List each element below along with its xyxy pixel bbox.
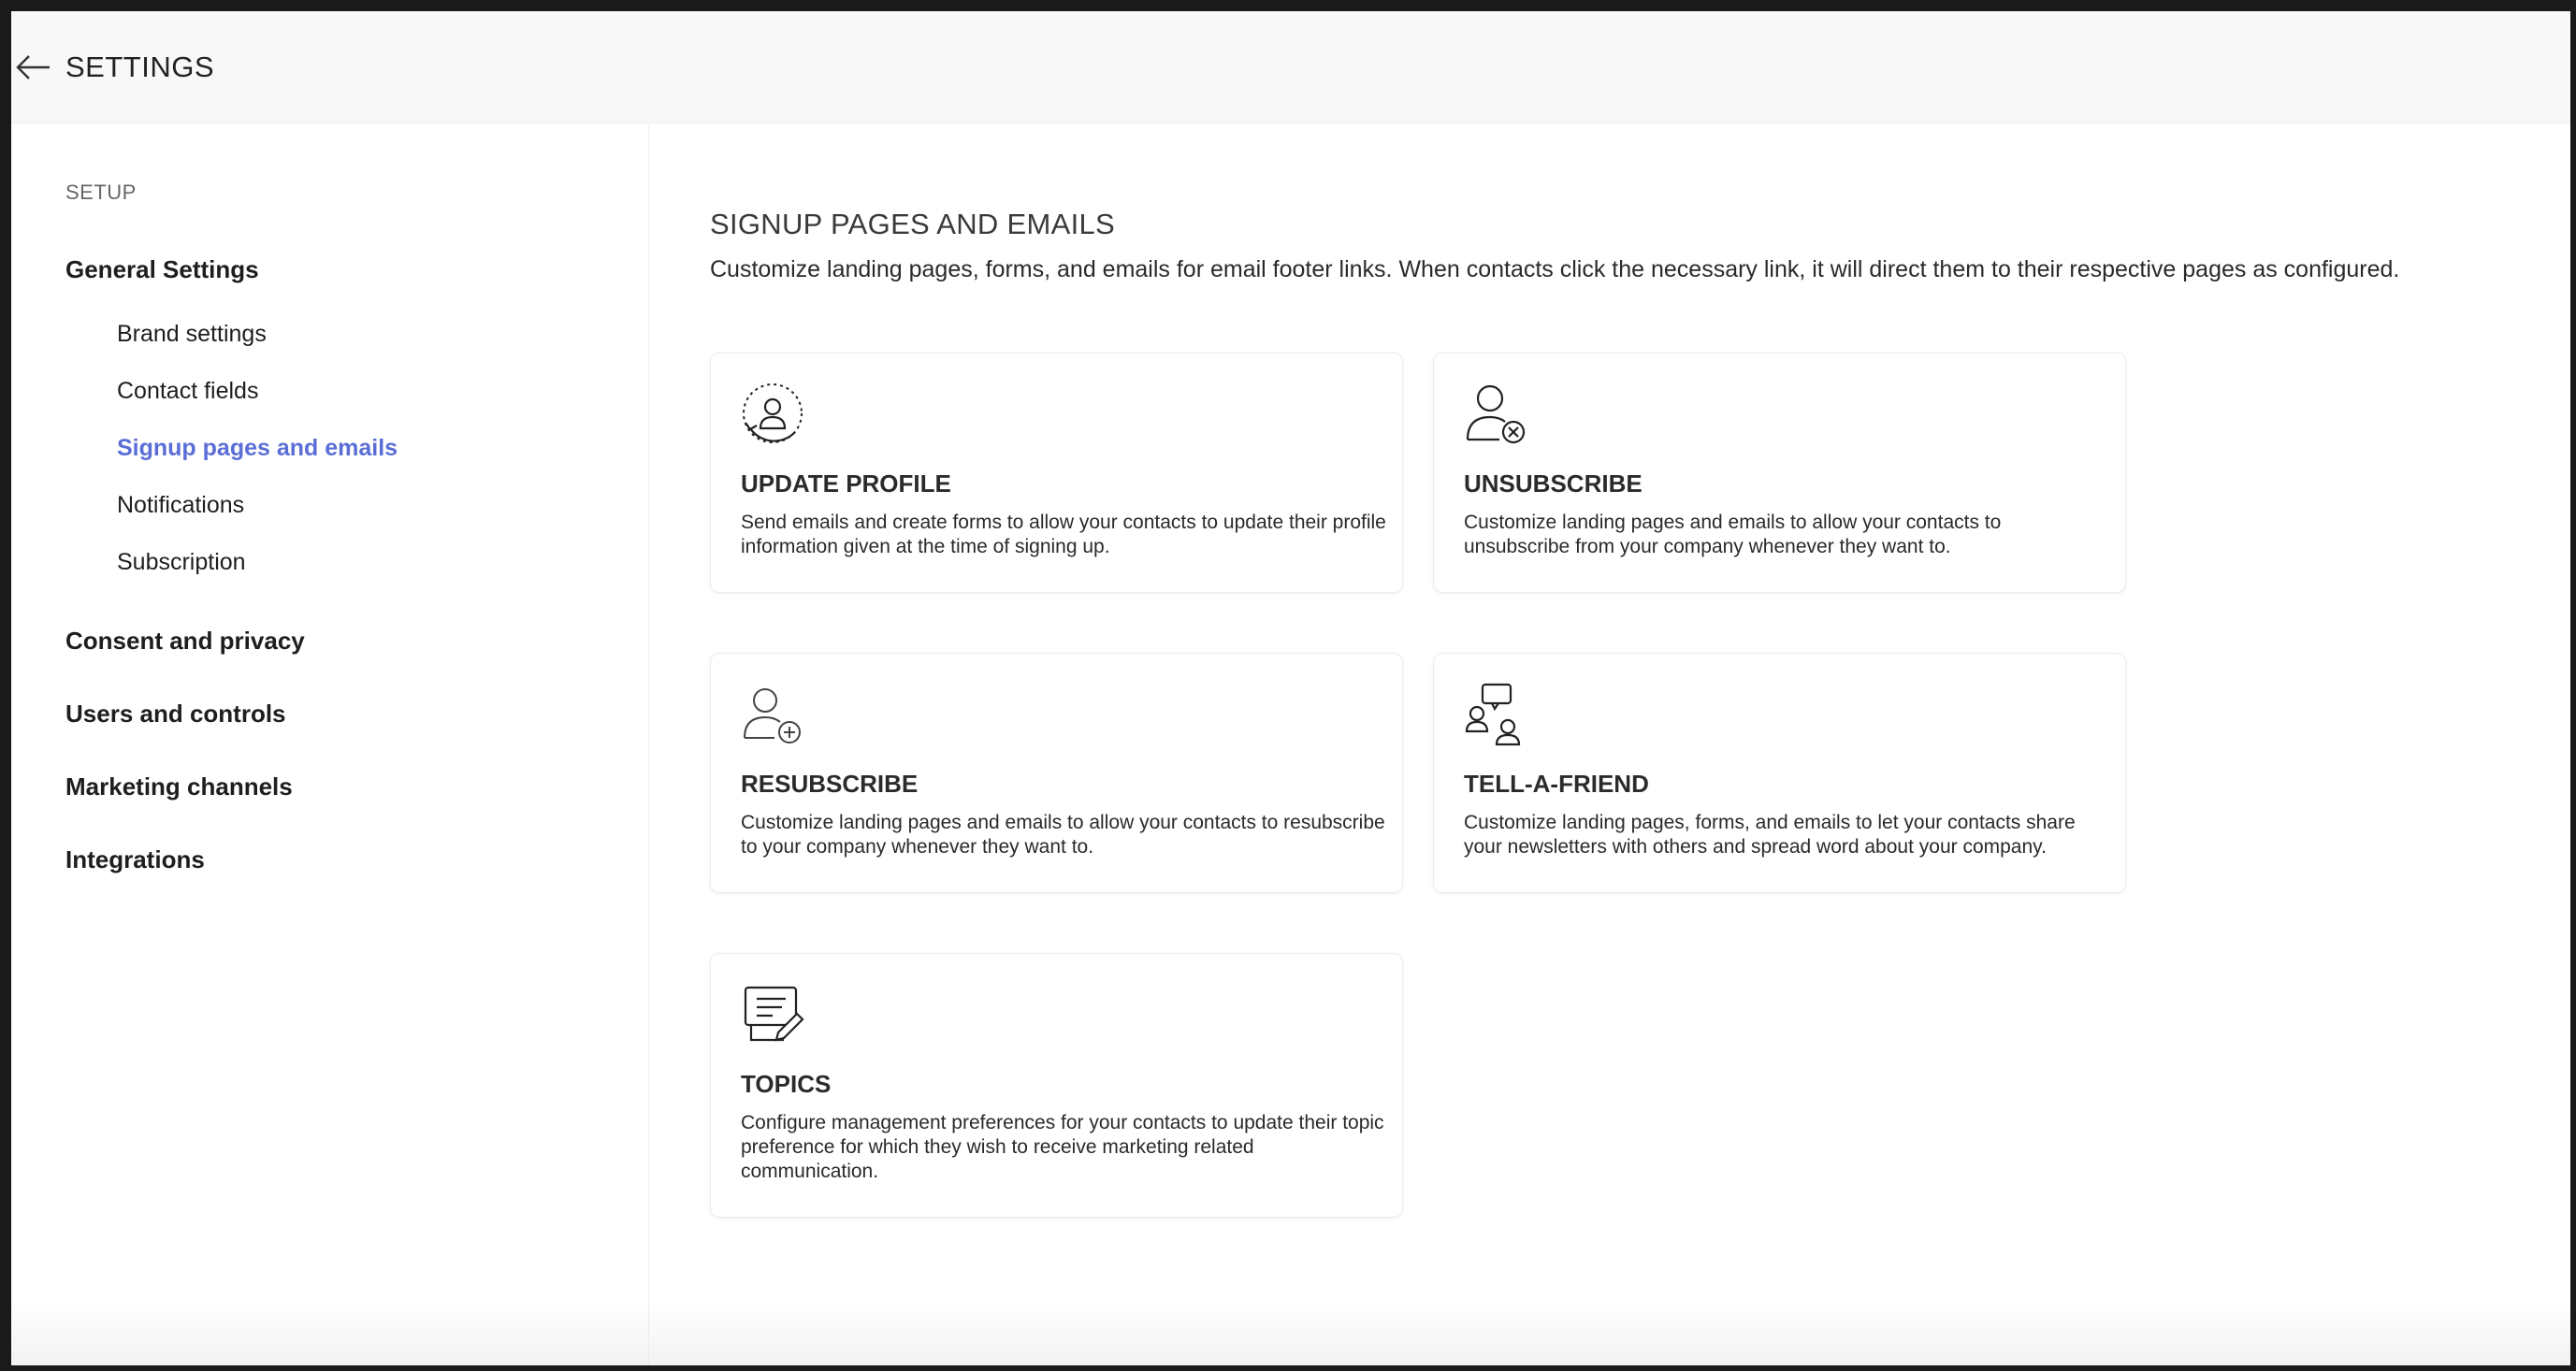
card-title: TOPICS: [741, 1070, 832, 1098]
sidebar-item-contact-fields[interactable]: Contact fields: [117, 378, 259, 404]
back-button[interactable]: [13, 49, 52, 86]
sidebar: [11, 124, 649, 1368]
unsubscribe-icon: [1464, 382, 1529, 447]
main-content: [650, 124, 2568, 1368]
sidebar-item-notifications[interactable]: Notifications: [117, 492, 245, 518]
card-description: Customize landing pages and emails to allow your contacts to unsubscribe from your company whenever they want to.: [1464, 512, 2002, 557]
update-profile-icon: [741, 382, 806, 447]
card-description: Customize landing pages and emails to allow your contacts to resubscribe to your company whenever they want to.: [741, 812, 1385, 858]
sidebar-section-label: SETUP: [65, 180, 137, 204]
resubscribe-icon: [741, 682, 806, 747]
topics-icon: [741, 982, 806, 1047]
header-bar: [11, 11, 2570, 123]
card-description: Configure management preferences for your contacts to update their topic preference for which they wish to receive marketing related communication.: [741, 1112, 1384, 1182]
card-title: RESUBSCRIBE: [741, 770, 919, 798]
sidebar-item-general-settings[interactable]: General Settings: [65, 255, 259, 283]
card-description: Customize landing pages, forms, and emails to let your contacts share your newsletters with others and spread word about your company.: [1464, 812, 2076, 858]
card-unsubscribe[interactable]: [1433, 353, 2126, 593]
sidebar-item-consent-and-privacy[interactable]: Consent and privacy: [65, 627, 305, 655]
sidebar-item-brand-settings[interactable]: Brand settings: [117, 321, 267, 347]
sidebar-item-signup-pages-and-emails[interactable]: Signup pages and emails: [117, 435, 398, 461]
arrow-left-icon: [14, 53, 51, 81]
sidebar-item-subscription[interactable]: Subscription: [117, 549, 246, 575]
card-tell-a-friend[interactable]: [1433, 653, 2126, 893]
card-topics[interactable]: [710, 953, 1403, 1218]
page-title: SIGNUP PAGES AND EMAILS: [710, 208, 1115, 240]
page-header-title: SETTINGS: [65, 51, 215, 83]
card-description: Send emails and create forms to allow your contacts to update their profile information given at the time of signing up.: [741, 512, 1386, 557]
card-title: TELL-A-FRIEND: [1464, 770, 1649, 798]
card-title: UPDATE PROFILE: [741, 469, 951, 498]
tell-a-friend-icon: [1464, 682, 1529, 747]
page-description: Customize landing pages, forms, and emails for email footer links. When contacts click the necessary link, it will direct them to their respective pages as configured.: [710, 256, 2400, 282]
card-update-profile[interactable]: [710, 353, 1403, 593]
sidebar-item-marketing-channels[interactable]: Marketing channels: [65, 772, 293, 801]
sidebar-item-integrations[interactable]: Integrations: [65, 845, 205, 873]
sidebar-item-users-and-controls[interactable]: Users and controls: [65, 700, 286, 728]
card-title: UNSUBSCRIBE: [1464, 469, 1643, 498]
card-resubscribe[interactable]: [710, 653, 1403, 893]
